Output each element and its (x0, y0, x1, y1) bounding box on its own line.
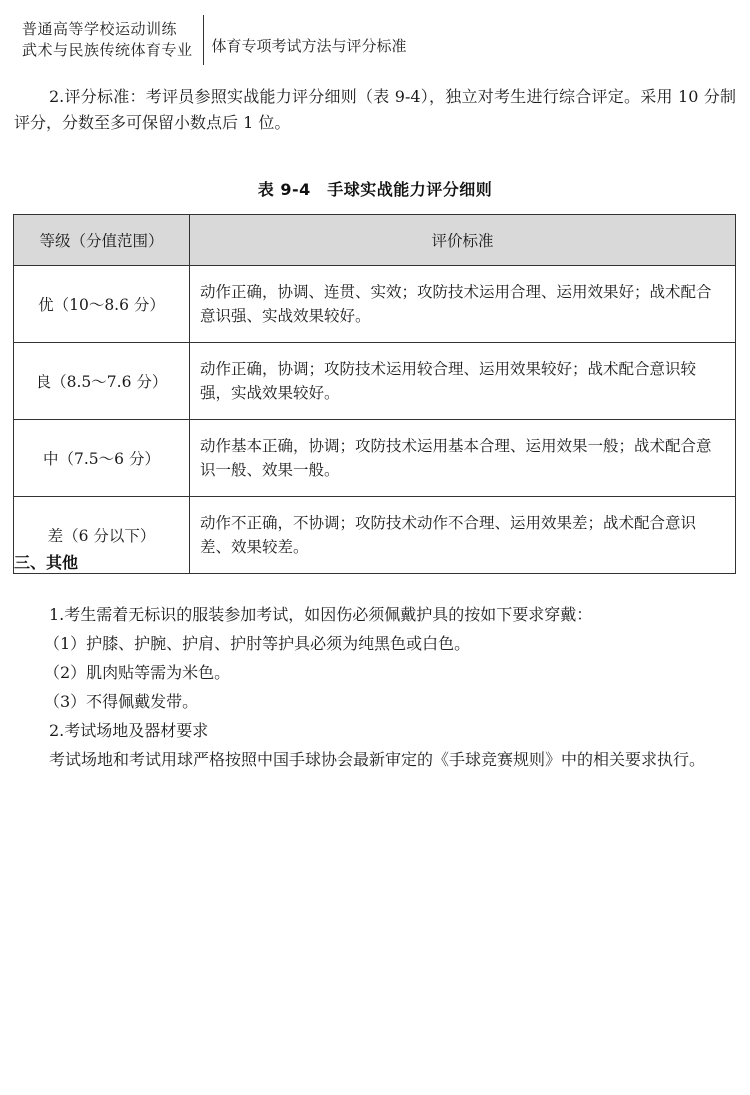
table-title: 表 9-4 手球实战能力评分细则 (257, 180, 493, 199)
header-line-1: 普通高等学校运动训练 (22, 20, 178, 38)
section-heading-others: 三、其他 (14, 553, 79, 572)
row-criteria: 动作不正确，不协调；攻防技术动作不合理、运用效果差；战术配合意识差、效果较差。 (190, 497, 736, 574)
page-header (22, 14, 407, 66)
row-level: 中（7.5～6 分） (14, 420, 190, 497)
list-item: 2.考试场地及器材要求 (49, 721, 209, 740)
header-criteria: 评价标准 (190, 215, 736, 266)
table-row (14, 420, 736, 497)
table-row (14, 497, 736, 574)
table-row (14, 343, 736, 420)
venue-paragraph: 考试场地和考试用球严格按照中国手球协会最新审定的《手球竞赛规则》中的相关要求执行。 (49, 750, 706, 769)
scoring-table (13, 214, 736, 574)
row-level: 优（10～8.6 分） (14, 266, 190, 343)
list-item: （3）不得佩戴发带。 (44, 692, 199, 711)
header-line-2: 武术与民族传统体育专业 (22, 41, 193, 59)
list-item: （1）护膝、护腕、护肩、护肘等护具必须为纯黑色或白色。 (44, 634, 471, 653)
row-criteria: 动作基本正确，协调；攻防技术运用基本合理、运用效果一般；战术配合意识一般、效果一般。 (190, 420, 736, 497)
list-item: （2）肌肉贴等需为米色。 (44, 663, 231, 682)
scoring-paragraph: 2.评分标准：考评员参照实战能力评分细则（表 9-4），独立对考生进行综合评定。采用 10 分制评分，分数至多可保留小数点后 1 位。 (14, 87, 736, 132)
row-level: 良（8.5～7.6 分） (14, 343, 190, 420)
row-criteria: 动作正确，协调；攻防技术运用较合理、运用效果较好；战术配合意识较强，实战效果较好。 (190, 343, 736, 420)
header-left-block (22, 19, 203, 61)
header-level: 等级（分值范围） (14, 215, 190, 266)
table-row (14, 266, 736, 343)
table-header-row (14, 215, 736, 266)
row-level: 差（6 分以下） (14, 497, 190, 574)
list-item: 1.考生需着无标识的服装参加考试，如因伤必须佩戴护具的按如下要求穿戴： (49, 605, 593, 624)
others-list (14, 600, 736, 774)
row-criteria: 动作正确，协调、连贯、实效；攻防技术运用合理、运用效果好；战术配合意识强、实战效果较好。 (190, 266, 736, 343)
header-right-title: 体育专项考试方法与评分标准 (211, 36, 407, 55)
